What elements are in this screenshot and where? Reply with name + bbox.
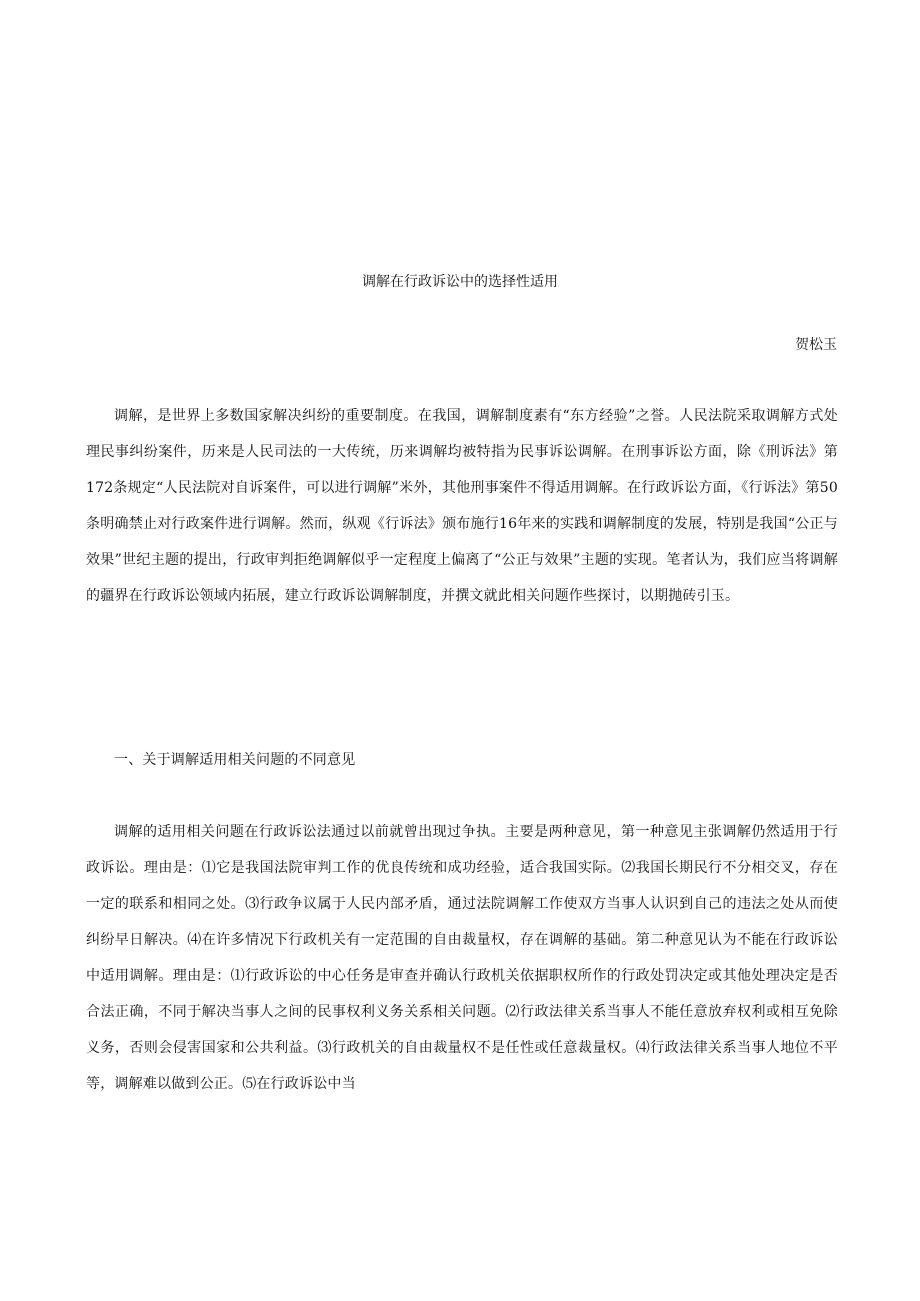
document-title: 调解在行政诉讼中的选择性适用 (362, 274, 558, 290)
paragraph-intro: 调解，是世界上多数国家解决纠纷的重要制度。在我国，调解制度素有“东方经验”之誉。人民法院采取调解方式处理民事纠纷案件，历来是人民司法的一大传统，历来调解均被特指为民事诉讼调解。在刑事诉讼方面，除《刑诉法》第172条规定“人民法院对自诉案件，可以进行调解”米外，其他刑事案件不得适用调解。在行政诉讼方面，《行诉法》第50条明确禁止对行政案件进行调解。然而，纵观《行诉法》颁布施行16年来的实践和调解制度的发展，特别是我国“公正与效果”世纪主题的提出，行政审判拒绝调解似乎一定程度上偏离了“公正与效果”主题的实现。笔者认为，我们应当将调解的疆界在行政诉讼领域内拓展，建立行政诉讼调解制度，并撰文就此相关问题作些探讨，以期抛砖引玉。 (86, 408, 838, 604)
section-heading: 一、关于调解适用相关问题的不同意见 (114, 752, 356, 768)
document-author: 贺松玉 (795, 337, 837, 353)
paragraph-opinions: 调解的适用相关问题在行政诉讼法通过以前就曾出现过争执。主要是两种意见，第一种意见主张调解仍然适用于行政诉讼。理由是：⑴它是我国法院审判工作的优良传统和成功经验，适合我国实际。⑵我国长期民行不分相交叉，存在一定的联系和相同之处。⑶行政争议属于人民内部矛盾，通过法院调解工作使双方当事人认识到自己的违法之处从而使纠纷早日解决。⑷在许多情况下行政机关有一定范围的自由裁量权，存在调解的基础。第二种意见认为不能在行政诉讼中适用调解。理由是：⑴行政诉讼的中心任务是审查并确认行政机关依据职权所作的行政处罚决定或其他处理决定是否合法正确，不同于解决当事人之间的民事权利义务关系相关问题。⑵行政法律关系当事人不能任意放弃权利或相互免除义务，否则会侵害国家和公共利益。⑶行政机关的自由裁量权不是任性或任意裁量权。⑷行政法律关系当事人地位不平等，调解难以做到公正。⑸在行政诉讼中当 (86, 824, 838, 1092)
